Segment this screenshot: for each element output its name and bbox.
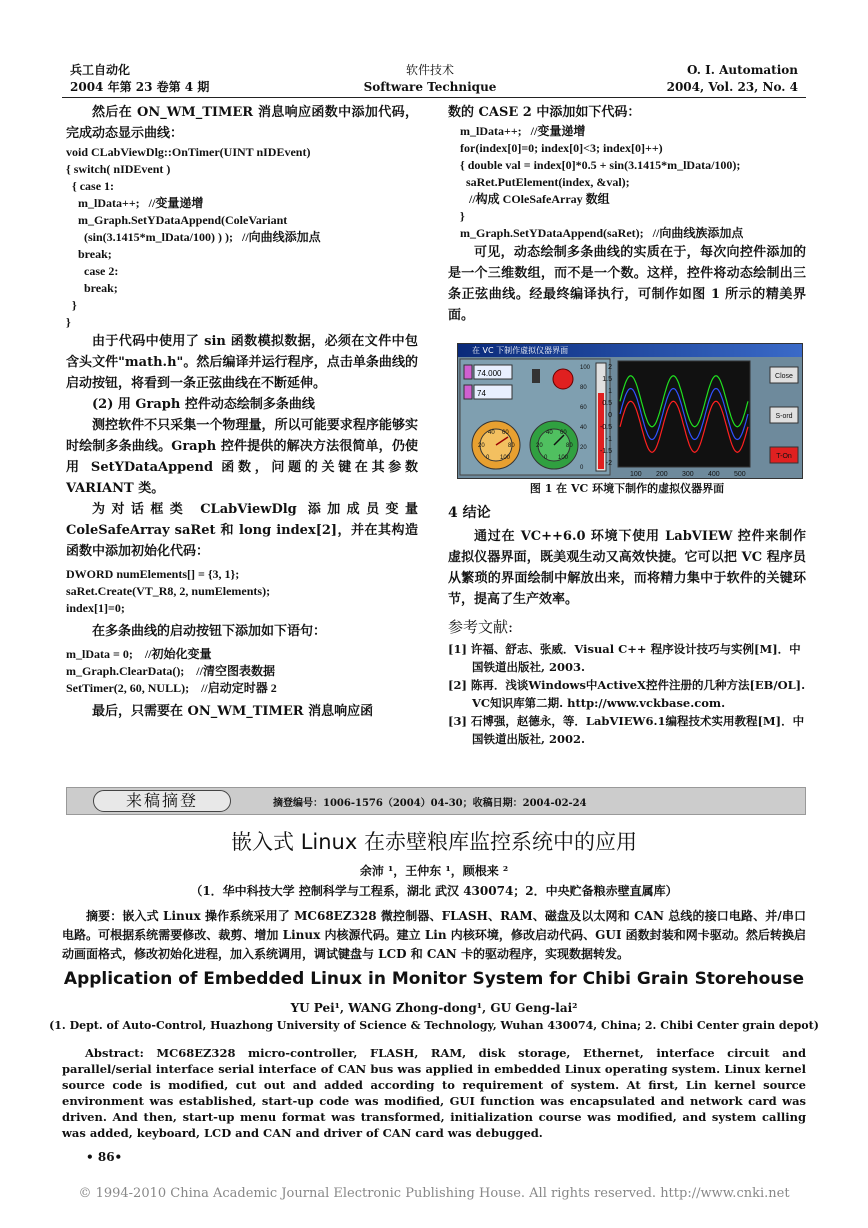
paragraph: 然后在 ON_WM_TIMER 消息响应函数中添加代码，完成动态显示曲线： bbox=[66, 105, 418, 141]
section-heading: 4 结论 bbox=[448, 505, 491, 521]
graph-y-tick: 1 bbox=[608, 388, 612, 395]
header-rule bbox=[62, 97, 806, 98]
code-block: void CLabViewDlg::OnTimer(UINT nIDEvent) { switch( nIDEvent ) { case 1: m_lData++; //变量递增 m_Graph.SetYDataAppend(ColeVariant (sin(3.1415*m_lData/100) ) ); //向曲线添加点 break; case 2: break; } } bbox=[66, 145, 321, 329]
left-column bbox=[66, 102, 418, 722]
numeric-display-1: 74.000 bbox=[477, 369, 502, 378]
article-abstract-cn: 摘要：嵌入式 Linux 操作系统采用了 MC68EZ328 微控制器、FLASH、RAM、磁盘及以太网和 CAN 总线的接口电路、并/串口电路。可根据系统需要修改、裁剪、增加 Linux 内核源代码。建立 Lin 内核环境，修改启动代码、GUI 函数封装和网卡驱动。然后转换启动画面格式，修改初始化进程，加入系统调用，调试键盘与 LCD 和 CAN 卡的驱动程序，实现数据转发。 bbox=[62, 909, 806, 961]
article-title-cn: 嵌入式 Linux 在赤壁粮库监控系统中的应用 bbox=[231, 830, 637, 854]
gauge-tick-label: 40 bbox=[546, 430, 553, 436]
figure-window-title: 在 VC 下制作虚拟仪器界面 bbox=[458, 344, 802, 357]
gauge-tick-label: 20 bbox=[478, 443, 485, 449]
references-title: 参考文献: bbox=[448, 618, 514, 636]
graph-x-tick: 400 bbox=[708, 471, 720, 478]
paragraph: 由于代码中使用了 sin 函数模拟数据，必须在文件中包含头文件"math.h"。然后编译并运行程序，点击单条曲线的启动按钮，将看到一条正弦曲线在不断延伸。 bbox=[66, 334, 418, 391]
toggle-switch bbox=[532, 369, 540, 383]
paragraph: 测控软件不只采集一个物理量，所以可能要求程序能够实时绘制多条曲线。Graph 控件提供的解决方法很简单，仍使用 SetYDataAppend 函数，问题的关键在其参数 VARIANT 类。 bbox=[66, 418, 418, 496]
article-abstract-en: Abstract: MC68EZ328 micro-controller, FLASH, RAM, disk storage, Ethernet, interface circuit and parallel/serial interface serial interface of CAN bus was applied in embedded Linux operating system. Linux kernel source code is modified, cut out and added according to requirement of system. At first, Lin kernel source environment was established, start-up code was modified, GUI function was encapsulated and network card was driven. And then, start-up menu format was transformed, initialization course was modified, and system calling was added, keyboard, LCD and CAN and driver of CAN card was debugged. bbox=[62, 1046, 806, 1140]
reference-item: [3] 石博强，赵德永，等．LabVIEW6.1编程技术实用教程[M]．中国铁道出版社, 2002. bbox=[448, 714, 805, 746]
gauge-tick-label: 60 bbox=[560, 430, 567, 436]
journal-name-en: O. I. Automation 2004, Vol. 23, No. 4 bbox=[666, 63, 798, 94]
journal-name-cn: 兵工自动化 2004 年第 23 卷第 4 期 bbox=[70, 63, 210, 94]
gauge-tick-label: 20 bbox=[536, 443, 543, 449]
code-block: m_lData++; //变量递增 for(index[0]=0; index[0]<3; index[0]++) { double val = index[0]*0.5 + sin(3.1415*m_lData/100); saRet.PutElement(index, &val); //构成 COleSafeArray 数组 } m_Graph.SetYDataAppend(saRet); //向曲线族添加点 bbox=[460, 124, 744, 240]
graph-x-tick: 300 bbox=[682, 471, 694, 478]
section-name: 软件技术 Software Technique bbox=[363, 63, 497, 94]
graph-y-tick: 2 bbox=[608, 364, 612, 371]
led-indicator bbox=[553, 369, 573, 389]
banner-label: 来稿摘登 bbox=[93, 790, 231, 812]
figure-1-screenshot bbox=[457, 343, 803, 479]
graph-y-tick: -1 bbox=[605, 436, 612, 443]
abstract-banner bbox=[66, 787, 806, 815]
figure-caption: 图 1 在 VC 环境下制作的虚拟仪器界面 bbox=[529, 482, 725, 495]
slider-tick-label: 80 bbox=[580, 385, 587, 391]
article-authors-en: YU Pei¹, WANG Zhong-dong¹, GU Geng-lai² bbox=[290, 1001, 578, 1015]
gauge-tick-label: 100 bbox=[500, 455, 511, 461]
paragraph: 通过在 VC++6.0 环境下使用 LabVIEW 控件来制作虚拟仪器界面，既美观生动又高效快捷。它可以把 VC 程序员从繁琐的界面绘制中解放出来，而将精力集中于软件的关键环节，提高了生产效率。 bbox=[448, 529, 806, 607]
right-column bbox=[448, 102, 806, 326]
graph-y-tick: -2 bbox=[605, 460, 612, 467]
gauge-tick-label: 0 bbox=[544, 455, 548, 461]
article-authors-cn: 余沛 ¹，王仲东 ¹，顾根来 ² bbox=[359, 864, 509, 878]
gauge-tick-label: 0 bbox=[486, 455, 490, 461]
slider-tick-label: 0 bbox=[580, 465, 584, 471]
article-affiliation-cn: （1．华中科技大学 控制科学与工程系，湖北 武汉 430074；2．中央贮备粮赤壁直属库） bbox=[190, 884, 678, 898]
article-title-en: Application of Embedded Linux in Monitor System for Chibi Grain Storehouse bbox=[63, 969, 805, 989]
gauge-tick-label: 80 bbox=[566, 443, 573, 449]
graph-y-tick: 0 bbox=[608, 412, 612, 419]
code-block: DWORD numElements[] = {3, 1}; saRet.Create(VT_R8, 2, numElements); index[1]=0; bbox=[66, 567, 271, 615]
graph-y-tick: -0.5 bbox=[599, 424, 612, 431]
panel-button-label: T-On bbox=[776, 453, 792, 460]
graph-y-tick: -1.5 bbox=[599, 448, 612, 455]
subheading: (2) 用 Graph 控件动态绘制多条曲线 bbox=[92, 397, 315, 412]
graph-y-tick: 0.5 bbox=[602, 400, 612, 407]
paragraph: 在多条曲线的启动按钮下添加如下语句： bbox=[92, 624, 327, 639]
panel-button-label: Close bbox=[775, 373, 793, 380]
gauge-tick-label: 40 bbox=[488, 430, 495, 436]
code-block: m_lData = 0; //初始化变量 m_Graph.ClearData(); //清空图表数据 SetTimer(2, 60, NULL); //启动定时器 2 bbox=[66, 647, 277, 695]
graph-x-tick: 500 bbox=[734, 471, 746, 478]
gauge-tick-label: 100 bbox=[558, 455, 569, 461]
slider-tick-label: 60 bbox=[580, 405, 587, 411]
gauge-tick-label: 60 bbox=[502, 430, 509, 436]
graph-x-tick: 100 bbox=[630, 471, 642, 478]
virtual-instrument-panel bbox=[458, 357, 802, 478]
gauge-tick-label: 80 bbox=[508, 443, 515, 449]
page-number: • 86• bbox=[86, 1150, 123, 1164]
slider-tick-label: 100 bbox=[580, 365, 591, 371]
graph-x-tick: 200 bbox=[656, 471, 668, 478]
slider-tick-label: 20 bbox=[580, 445, 587, 451]
article-affiliation-en: (1. Dept. of Auto-Control, Huazhong University of Science & Technology, Wuhan 430074, China; 2. Chibi Center grain depot) bbox=[49, 1019, 819, 1032]
reference-item: [2] 陈再．浅谈Windows中ActiveX控件注册的几种方法[EB/OL]. VC知识库第二期. http://www.vckbase.com. bbox=[448, 678, 806, 710]
numeric-display-2: 74 bbox=[477, 389, 486, 398]
panel-button-label: S-ord bbox=[775, 413, 793, 420]
copyright-footer: © 1994-2010 China Academic Journal Electronic Publishing House. All rights reserved. http://www.cnki.net bbox=[78, 1186, 790, 1201]
reference-item: [1] 许福、舒志、张威．Visual C++ 程序设计技巧与实例[M]．中国铁道出版社, 2003. bbox=[448, 642, 801, 674]
paragraph: 最后，只需要在 ON_WM_TIMER 消息响应函 bbox=[92, 704, 374, 719]
slider-tick-label: 40 bbox=[580, 425, 587, 431]
graph-y-tick: 1.5 bbox=[602, 376, 612, 383]
right-column-lower bbox=[448, 500, 806, 748]
banner-info: 摘登编号：1006-1576（2004）04-30；收稿日期：2004-02-24 bbox=[273, 798, 587, 809]
paragraph: 数的 CASE 2 中添加如下代码： bbox=[448, 105, 641, 120]
paragraph: 可见，动态绘制多条曲线的实质在于，每次向控件添加的是一个三维数组，而不是一个数。这样，控件将动态绘制出三条正弦曲线。经最终编译执行，可制作如图 1 所示的精美界面。 bbox=[448, 245, 806, 323]
paragraph: 为对话框类 CLabViewDlg 添加成员变量 ColeSafeArray saRet 和 long index[2]，并在其构造函数中添加初始化代码： bbox=[66, 502, 418, 559]
